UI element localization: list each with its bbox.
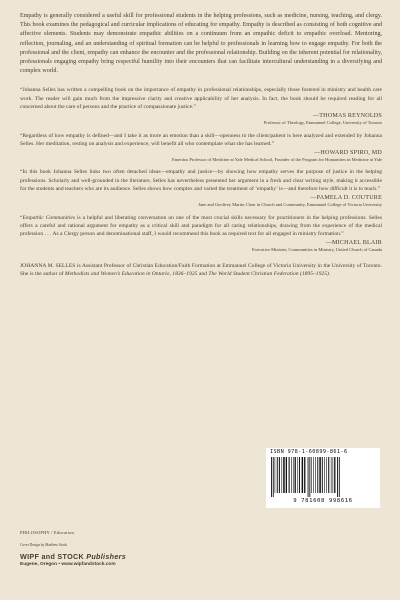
endorser-affiliation: Professor of Theology, Emmanuel College, University of Toronto xyxy=(263,120,382,126)
isbn-barcode xyxy=(266,448,380,508)
barcode-bar xyxy=(326,457,327,493)
endorsement-quote: “Regardless of how empathy is defined—and I take it as more an emotion than a skill—openness to the client/patient is here analyzed and extended by Johanna Selles. Her meditation, resting on analysis and experience, will benefit all who contemplate what she has learned.” xyxy=(20,132,382,147)
publisher-location: Eugene, Oregon • www.wipfandstock.com xyxy=(20,562,116,567)
barcode-bar xyxy=(311,457,312,493)
barcode-bar xyxy=(295,457,296,493)
author-bio-mid: and xyxy=(197,271,209,278)
publisher-block xyxy=(20,530,382,592)
endorsement-quote: “Johanna Selles has written a compelling book on the importance of empathy in professional relationships, especially those fostered in ministry and health care work. The reader will gain much from the impressive clarity and creative applicability of her analysis. In fact, the book should be required reading for all concerned about the care of persons and the practice of compassionate justice.” xyxy=(20,87,382,110)
endorser-affiliation: Emeritus Professor of Medicine at Yale Medical School, Founder of the Program for Humanities in Medicine at Yale xyxy=(172,156,382,162)
barcode-bar xyxy=(279,457,280,493)
barcode-bar xyxy=(328,457,329,493)
barcode-bar xyxy=(317,457,318,493)
barcode-bar xyxy=(277,457,278,493)
isbn-label: ISBN 978-1-60899-861-6 xyxy=(270,449,348,455)
endorser-affiliation: Executive Minister, Communities in Ministry, United Church of Canada xyxy=(251,247,382,253)
barcode-bar xyxy=(324,457,325,493)
barcode-bar xyxy=(297,457,298,493)
barcode-bar xyxy=(322,457,323,493)
author-book-2: The World Student Christian Federation (1895–1925) xyxy=(208,271,329,278)
book-description: Empathy is generally considered a useful skill for professional students in the helping professions, such as medicine, nursing, teaching, and clergy. This book examines the pedagogical and curricular implications of educating for empathy. Empathy is described as consisting of both cognitive and affective elements. Students may demonstrate empathic abilities on a continuum from an empathic deficit to empathic overload. Mentoring, reflection, journaling, and an understanding of spiritual formation can be helpful to professionals in learning how to engage empathy. For both the professional and the client, empathy can enhance the encounter and the professional relationship. Building on the inherent potential for relationality, professionals engaging empathy bring respectful humility into their encounters that can facilitate intercultural understanding in a diversifying and complex world. xyxy=(20,13,382,75)
barcode-bar xyxy=(282,457,283,493)
endorsement-quote xyxy=(20,214,382,239)
barcode-bar xyxy=(339,457,340,497)
barcode-bar xyxy=(283,457,285,493)
barcode-bar xyxy=(299,457,300,493)
endorsement-quote: “In this book Johanna Selles links two often detached ideas—empathy and justice—by showing how empathy serves the purpose of justice in the helping professions. Scholarly and well-grounded in the literature, Selles has nevertheless presented her argument in a fresh and clear writing style, making it accessible for the students and teachers who are its audience. Selles shows how complex and varied the treatment of ‘empathy’ is—and therefore how difficult it is to teach.” xyxy=(20,169,382,192)
barcode-bar xyxy=(337,457,338,497)
author-bio-end: . xyxy=(328,271,331,278)
back-cover-text xyxy=(20,12,382,278)
publisher-name xyxy=(20,552,126,561)
barcode-bar xyxy=(319,457,321,493)
barcode-bar xyxy=(309,457,310,497)
barcode-bar xyxy=(271,457,272,497)
barcode-bar xyxy=(334,457,335,493)
endorsement-2 xyxy=(20,132,382,164)
barcode-bar xyxy=(302,457,304,493)
endorser-name: —PAMELA D. COUTURE xyxy=(310,195,382,202)
barcode-bar xyxy=(315,457,316,493)
barcode-bar xyxy=(304,457,305,493)
book-title-italic: Empathic Communities xyxy=(22,214,75,221)
open-quote: “ xyxy=(20,214,23,221)
barcode-bar xyxy=(308,457,309,497)
publisher-name-italic: Publishers xyxy=(86,552,127,561)
endorser-name: —MICHAEL BLAIR xyxy=(325,240,382,247)
bisac-category: PHILOSOPHY / Education xyxy=(20,530,74,535)
barcode-bar xyxy=(313,457,314,493)
endorsement-3 xyxy=(20,168,382,208)
barcode-bars xyxy=(270,457,376,497)
author-bio-lead: JOHANNA M. SELLES is Assistant Professor of Christian Education/Faith Formation at Emmanuel College of Victoria University in the University of Toronto. She is the author of xyxy=(20,262,382,278)
author-book-1: Methodists and Women’s Education in Ontario, 1836–1925 xyxy=(64,271,198,278)
cover-design-credit: Cover Design by Matthew Stock xyxy=(20,543,68,547)
barcode-bar xyxy=(286,457,287,493)
author-bio xyxy=(20,262,382,279)
endorser-name: —THOMAS REYNOLDS xyxy=(312,113,382,120)
barcode-digits: 9 781608 998616 xyxy=(293,498,353,504)
endorser-name: —HOWARD SPIRO, MD xyxy=(314,149,382,156)
barcode-bar xyxy=(293,457,294,493)
barcode-bar xyxy=(275,457,276,493)
barcode-bar xyxy=(291,457,292,493)
barcode-bar xyxy=(333,457,334,493)
barcode-bar xyxy=(273,457,274,497)
endorsement-1 xyxy=(20,86,382,126)
endorser-affiliation: Jane and Geoffrey Martin Chair in Church and Community, Emmanuel College of Victoria University xyxy=(198,202,382,208)
barcode-bar xyxy=(289,457,290,493)
endorsement-4 xyxy=(20,214,382,254)
quote-text: is a helpful and liberating conversation on one of the most crucial skills necessary for practitioners in the helping professions. Selles offers a careful and rational argument for empathy as a critical skill and paradigm for all caring relationships, drawing from the experience of the medical profession . . . As a Clergy person and denominational staff, I would recommend this book as required text for all engaged in ministry formation.” xyxy=(20,214,382,237)
publisher-name-plain: WIPF and STOCK xyxy=(20,552,87,561)
barcode-bar xyxy=(331,457,332,493)
